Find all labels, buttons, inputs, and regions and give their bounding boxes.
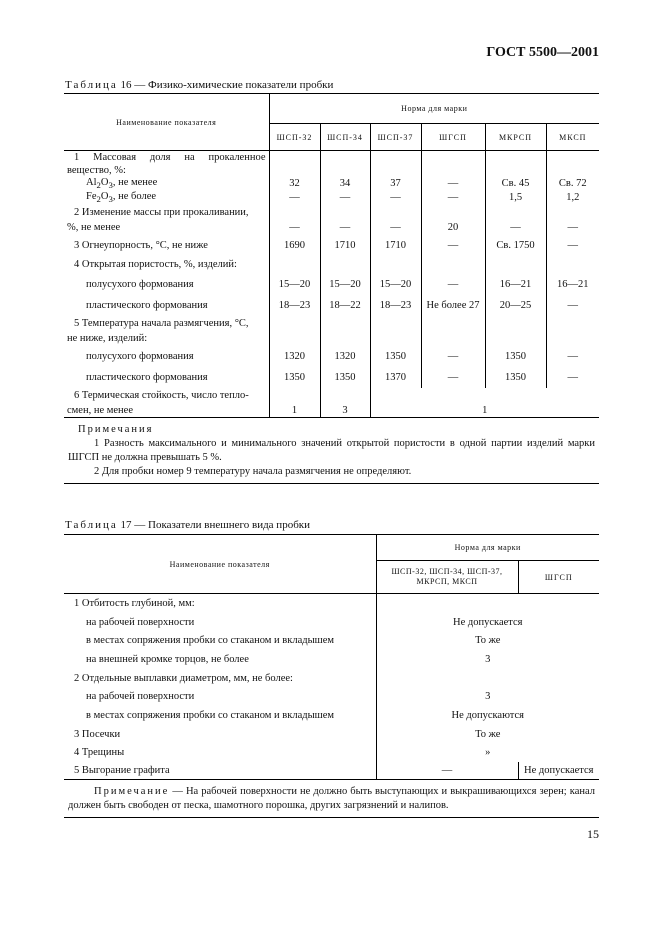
table16-caption bbox=[65, 79, 333, 91]
table16-header-param: Наименование показателя bbox=[64, 94, 269, 151]
row-label: 3 Посечки bbox=[64, 725, 376, 744]
cell: 1710 bbox=[370, 235, 421, 256]
cell: Не более 27 bbox=[421, 296, 485, 316]
cell: Не допускается bbox=[453, 616, 523, 628]
cell: — bbox=[567, 239, 579, 251]
cell: 3 bbox=[320, 404, 370, 418]
cell: Не допускается bbox=[518, 762, 599, 780]
cell: — bbox=[567, 351, 579, 363]
cell: — bbox=[421, 274, 485, 296]
cell: 37 bbox=[370, 177, 421, 190]
table17-note bbox=[64, 780, 599, 818]
note-label: Примечание bbox=[94, 786, 170, 797]
row-label: 3 Огнеупорность, °С, не ниже bbox=[64, 235, 269, 256]
cell: — bbox=[320, 190, 370, 205]
cell: — bbox=[421, 190, 485, 205]
cell: — bbox=[376, 762, 518, 780]
cell: 15—20 bbox=[320, 274, 370, 296]
row-label: не ниже, изделий: bbox=[64, 332, 269, 346]
grade-header: ШСП-32 bbox=[269, 124, 320, 151]
row-sublabel: полусухого формования bbox=[64, 346, 269, 368]
table17-caption-text: 17 — Показатели внешнего вида пробки bbox=[120, 519, 311, 531]
table17-header-group: Норма для марки bbox=[376, 535, 599, 561]
row-label: 1 Отбитость глубиной, мм: bbox=[64, 594, 376, 613]
cell: 1350 bbox=[485, 346, 546, 368]
table17-grades-a: ШСП-32, ШСП-34, ШСП-37, МКРСП, МКСП bbox=[376, 561, 518, 594]
grade-header: МКСП bbox=[546, 124, 599, 151]
row-sublabel: в местах сопряжения пробки со стаканом и вкладышем bbox=[64, 632, 376, 650]
cell: Св. 1750 bbox=[485, 235, 546, 256]
table17-caption-label: Таблица bbox=[65, 519, 118, 531]
table16-notes bbox=[64, 418, 599, 484]
page-number: 15 bbox=[587, 827, 599, 841]
row-sublabel: на рабочей поверхности bbox=[64, 613, 376, 632]
table16-caption-label: Таблица bbox=[65, 79, 118, 91]
cell: » bbox=[485, 747, 491, 758]
cell: — bbox=[421, 368, 485, 388]
row-label: 1 Массовая доля на прокаленное bbox=[64, 151, 269, 164]
row-label: 4 Открытая пористость, %, изделий: bbox=[64, 256, 269, 274]
table17-grade-shgsp: ШГСП bbox=[518, 561, 599, 594]
cell: — bbox=[567, 300, 579, 312]
table17-caption bbox=[65, 519, 310, 531]
row-label: 5 Температура начала размягчения, °С, bbox=[64, 316, 269, 332]
row-sublabel: пластического формования bbox=[64, 296, 269, 316]
table17-header-param: Наименование показателя bbox=[64, 535, 376, 594]
cell: — bbox=[320, 221, 370, 235]
cell: 15—20 bbox=[269, 274, 320, 296]
cell: 18—23 bbox=[370, 296, 421, 316]
cell: Св. 72 bbox=[558, 177, 587, 189]
cell: 1,5 bbox=[485, 190, 546, 205]
cell: 1320 bbox=[320, 346, 370, 368]
cell: 34 bbox=[320, 177, 370, 190]
cell: 1350 bbox=[485, 368, 546, 388]
table16 bbox=[64, 93, 599, 484]
row-sublabel: на внешней кромке торцов, не более bbox=[64, 650, 376, 669]
row-label-al2o3: $Al_2O_3$, не менее bbox=[64, 177, 269, 190]
cell: То же bbox=[475, 635, 501, 646]
row-sublabel: пластического формования bbox=[64, 368, 269, 388]
table17 bbox=[64, 534, 599, 818]
cell: 1,2 bbox=[566, 191, 580, 203]
cell: 1690 bbox=[269, 235, 320, 256]
grade-header: МКРСП bbox=[485, 124, 546, 151]
cell: 18—22 bbox=[320, 296, 370, 316]
cell: — bbox=[485, 221, 546, 235]
cell: 16—21 bbox=[485, 274, 546, 296]
cell: — bbox=[421, 346, 485, 368]
note-text: — На рабочей поверхности не должно быть выступающих и выкрашивающихся зерен; канал должен быть свободен от песка, шамотного порошка, других загрязнений и налипов. bbox=[68, 786, 595, 811]
row-label: %, не менее bbox=[64, 221, 269, 235]
row-label: 2 Изменение массы при прокаливании, bbox=[64, 205, 269, 221]
row-label-fe2o3: $Fe_2O_3$, не более bbox=[64, 190, 269, 205]
cell: 16—21 bbox=[557, 279, 589, 291]
document-code: ГОСТ 5500—2001 bbox=[486, 45, 599, 60]
cell: 3 bbox=[485, 653, 491, 665]
cell: Св. 45 bbox=[485, 177, 546, 190]
row-sublabel: в местах сопряжения пробки со стаканом и вкладышем bbox=[64, 706, 376, 725]
cell: 15—20 bbox=[370, 274, 421, 296]
cell: 1370 bbox=[370, 368, 421, 388]
cell: — bbox=[269, 190, 320, 205]
cell: 20—25 bbox=[485, 296, 546, 316]
row-sublabel: полусухого формования bbox=[64, 274, 269, 296]
table16-caption-text: 16 — Физико-химические показатели пробки bbox=[120, 79, 334, 91]
row-label: 6 Термическая стойкость, число теплo- bbox=[64, 388, 269, 404]
cell: — bbox=[370, 221, 421, 235]
cell: — bbox=[370, 190, 421, 205]
row-label: 2 Отдельные выплавки диаметром, мм, не более: bbox=[64, 669, 376, 688]
note-2: 2 Для пробки номер 9 температуру начала размягчения не определяют. bbox=[94, 466, 412, 478]
cell: 32 bbox=[269, 177, 320, 190]
grade-header: ШСП-37 bbox=[370, 124, 421, 151]
row-label: 4 Трещины bbox=[64, 744, 376, 762]
grade-header: ШГСП bbox=[421, 124, 485, 151]
cell: Не допускаются bbox=[451, 709, 524, 721]
cell: 1320 bbox=[269, 346, 320, 368]
cell: — bbox=[421, 235, 485, 256]
cell: 1 bbox=[370, 404, 599, 418]
cell: — bbox=[567, 222, 579, 234]
cell: — bbox=[269, 221, 320, 235]
grade-header: ШСП-34 bbox=[320, 124, 370, 151]
cell: 18—23 bbox=[269, 296, 320, 316]
cell: — bbox=[421, 177, 485, 190]
cell: 1350 bbox=[320, 368, 370, 388]
row-label: смен, не менее bbox=[64, 404, 269, 418]
cell: 1350 bbox=[269, 368, 320, 388]
cell: 20 bbox=[421, 221, 485, 235]
row-label: вещество, %: bbox=[64, 164, 269, 177]
row-sublabel: на рабочей поверхности bbox=[64, 688, 376, 706]
cell: 1350 bbox=[370, 346, 421, 368]
cell: 1710 bbox=[320, 235, 370, 256]
cell: 1 bbox=[269, 404, 320, 418]
note-1: 1 Разность максимального и минимального значений открытой пористости в одной партии изделий марки ШГСП не должна превышать 5 %. bbox=[68, 438, 596, 464]
row-label: 5 Выгорание графита bbox=[64, 762, 376, 780]
cell: — bbox=[567, 372, 579, 384]
cell: То же bbox=[475, 728, 501, 740]
table16-header-group: Норма для марки bbox=[269, 94, 599, 124]
cell: 3 bbox=[485, 691, 491, 702]
notes-title: Примечания bbox=[78, 424, 154, 436]
